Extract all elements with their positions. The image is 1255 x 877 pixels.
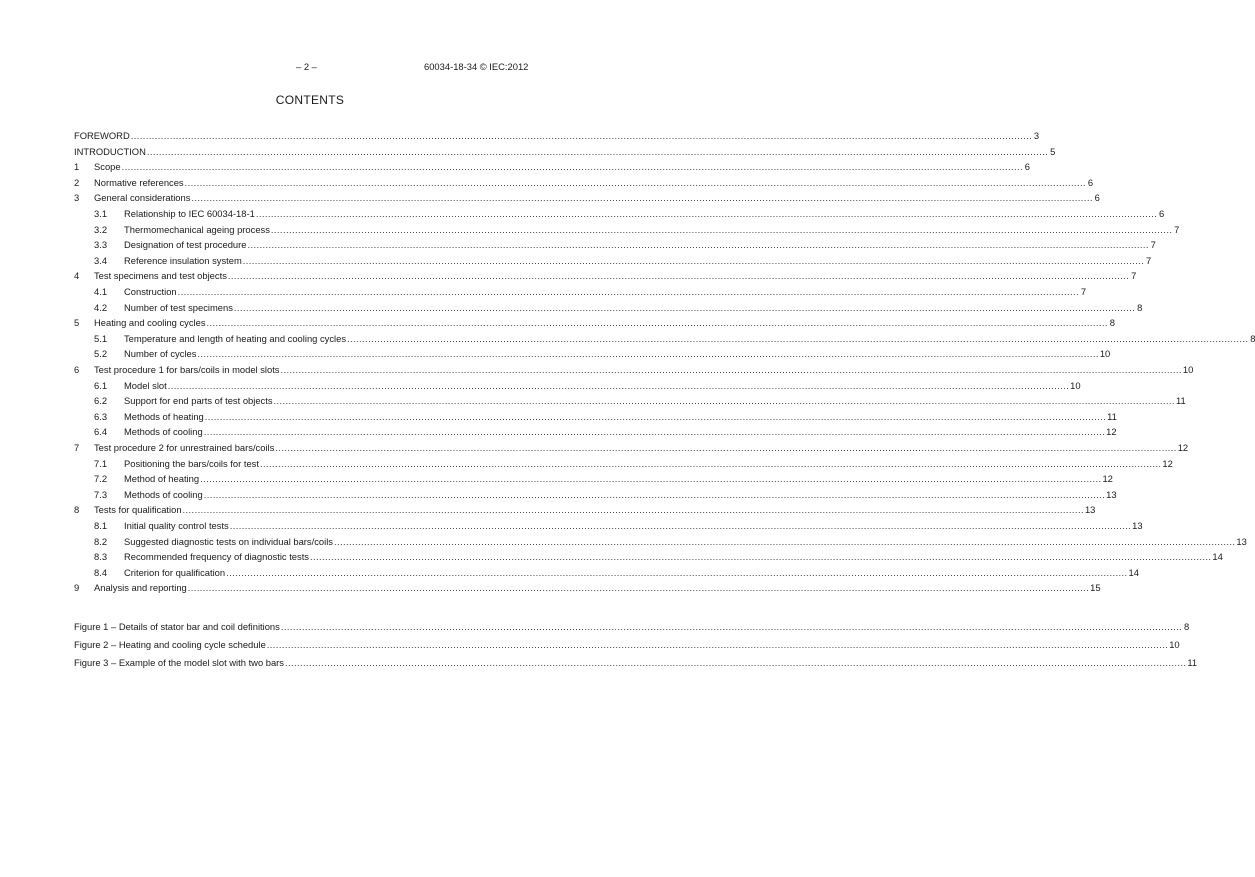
- dot-leader: ............................................................................................................................................................................................................................................................................................................: [280, 364, 1182, 375]
- toc-entry-number: 8.1: [94, 520, 108, 531]
- toc-entry-page: 5: [1050, 146, 1056, 157]
- toc-entry-page: 10: [1070, 380, 1081, 391]
- toc-entry-page: 3: [1033, 130, 1040, 141]
- document-id: 60034-18-34 © IEC:2012: [424, 61, 529, 72]
- page-header: [0, 61, 620, 73]
- toc-entry-number: 8.2: [94, 536, 108, 547]
- dot-leader: ............................................................................................................................................................................................................................................................................................................: [247, 239, 1149, 250]
- toc-entry-page: 13: [1236, 536, 1247, 547]
- toc-entry[interactable]: [74, 192, 1100, 205]
- toc-entry-page: 8: [1109, 317, 1115, 328]
- toc-entry-label: Test procedure 1 for bars/coils in model slots: [94, 364, 280, 375]
- toc-entry-number: 6.3: [94, 411, 108, 422]
- dot-leader: ............................................................................................................................................................................................................................................................................................................: [200, 473, 1102, 484]
- dot-leader: ............................................................................................................................................................................................................................................................................................................: [310, 551, 1212, 562]
- toc-entry[interactable]: [74, 130, 1040, 143]
- toc-entry[interactable]: [74, 146, 1056, 159]
- toc-entry-page: 8: [1137, 302, 1143, 313]
- toc-entry-page: 13: [1132, 520, 1143, 531]
- toc-entry-label: Initial quality control tests: [124, 520, 229, 531]
- figure-entry-page: 11: [1187, 657, 1198, 668]
- toc-entry[interactable]: [94, 302, 1143, 315]
- page-number: – 2 –: [296, 61, 317, 72]
- dot-leader: ............................................................................................................................................................................................................................................................................................................: [203, 489, 1106, 500]
- toc-entry-page: 11: [1175, 395, 1186, 406]
- toc-entry[interactable]: [74, 442, 1189, 455]
- dot-leader: ............................................................................................................................................................................................................................................................................................................: [182, 504, 1084, 515]
- toc-entry-number: 4.2: [94, 302, 108, 313]
- toc-entry-number: 8.3: [94, 551, 108, 562]
- dot-leader: ............................................................................................................................................................................................................................................................................................................: [187, 582, 1090, 593]
- toc-entry-number: 7: [74, 442, 80, 453]
- toc-entry-page: 10: [1099, 348, 1111, 359]
- dot-leader: ............................................................................................................................................................................................................................................................................................................: [191, 192, 1093, 203]
- toc-entry-label: Construction: [124, 286, 177, 297]
- toc-entry-label: Test procedure 2 for unrestrained bars/coils: [94, 442, 275, 453]
- toc-entry[interactable]: [94, 239, 1156, 252]
- dot-leader: ............................................................................................................................................................................................................................................................................................................: [275, 442, 1177, 453]
- toc-entry-page: 10: [1182, 364, 1194, 375]
- dot-leader: ............................................................................................................................................................................................................................................................................................................: [177, 286, 1080, 297]
- toc-entry-number: 9: [74, 582, 80, 593]
- dot-leader: ............................................................................................................................................................................................................................................................................................................: [347, 333, 1249, 344]
- toc-entry-page: 6: [1087, 177, 1094, 188]
- toc-entry-label: Test specimens and test objects: [94, 270, 227, 281]
- dot-leader: ............................................................................................................................................................................................................................................................................................................: [242, 255, 1145, 266]
- toc-entry-page: 14: [1128, 567, 1139, 578]
- dot-leader: ............................................................................................................................................................................................................................................................................................................: [273, 395, 1175, 406]
- toc-entry[interactable]: [74, 161, 1030, 174]
- toc-entry-number: 3.3: [94, 239, 108, 250]
- toc-entry[interactable]: [94, 411, 1117, 424]
- toc-entry-number: 7.3: [94, 489, 108, 500]
- toc-entry-page: 7: [1145, 255, 1152, 266]
- toc-entry-page: 6: [1094, 192, 1100, 203]
- toc-entry-label: General considerations: [94, 192, 191, 203]
- dot-leader: ............................................................................................................................................................................................................................................................................................................: [233, 302, 1136, 313]
- toc-entry-page: 11: [1107, 411, 1117, 422]
- toc-entry[interactable]: [94, 208, 1165, 221]
- dot-leader: ............................................................................................................................................................................................................................................................................................................: [333, 536, 1236, 547]
- toc-entry[interactable]: [74, 582, 1101, 595]
- toc-entry-number: 5.1: [94, 333, 108, 344]
- figure-entry-page: 10: [1169, 639, 1180, 650]
- dot-leader: ............................................................................................................................................................................................................................................................................................................: [285, 657, 1187, 668]
- toc-entry[interactable]: [74, 177, 1094, 190]
- dot-leader: ............................................................................................................................................................................................................................................................................................................: [227, 270, 1130, 281]
- toc-entry[interactable]: [74, 270, 1137, 283]
- dot-leader: ............................................................................................................................................................................................................................................................................................................: [226, 567, 1128, 578]
- toc-entry-label: Heating and cooling cycles: [94, 317, 206, 328]
- toc-entry-label: INTRODUCTION: [74, 146, 146, 157]
- figure-entry-label: Figure 2 – Heating and cooling cycle schedule: [74, 639, 266, 650]
- toc-entry-label: Methods of cooling: [124, 426, 203, 437]
- toc-entry-page: 7: [1131, 270, 1137, 281]
- toc-entry-number: 3: [74, 192, 80, 203]
- dot-leader: ............................................................................................................................................................................................................................................................................................................: [280, 621, 1183, 632]
- toc-entry-number: 2: [74, 177, 80, 188]
- toc-entry-label: FOREWORD: [74, 130, 130, 141]
- figure-entry-label: Figure 3 – Example of the model slot with two bars: [74, 657, 284, 668]
- toc-entry-label: Tests for qualification: [94, 504, 182, 515]
- figure-entry[interactable]: [74, 639, 1180, 652]
- toc-entry[interactable]: [94, 489, 1117, 502]
- dot-leader: ............................................................................................................................................................................................................................................................................................................: [206, 317, 1108, 328]
- toc-entry-page: 6: [1024, 161, 1030, 172]
- toc-entry-label: Relationship to IEC 60034-18-1: [124, 208, 255, 219]
- toc-entry-page: 12: [1106, 426, 1117, 437]
- toc-entry[interactable]: [74, 317, 1115, 330]
- toc-entry[interactable]: [94, 286, 1087, 299]
- toc-entry-number: 3.4: [94, 255, 108, 266]
- toc-entry-number: 3.1: [94, 208, 108, 219]
- toc-entry-page: 7: [1174, 224, 1180, 235]
- toc-entry-label: Methods of heating: [124, 411, 204, 422]
- page-title: CONTENTS: [275, 93, 345, 107]
- dot-leader: ............................................................................................................................................................................................................................................................................................................: [229, 520, 1132, 531]
- toc-entry[interactable]: [94, 536, 1247, 549]
- toc-entry-label: Method of heating: [124, 473, 200, 484]
- toc-entry[interactable]: [74, 364, 1194, 377]
- toc-entry-number: 7.1: [94, 458, 108, 469]
- dot-leader: ............................................................................................................................................................................................................................................................................................................: [167, 380, 1070, 391]
- toc-entry-number: 6.1: [94, 380, 108, 391]
- dot-leader: ............................................................................................................................................................................................................................................................................................................: [146, 146, 1049, 157]
- toc-entry-label: Designation of test procedure: [124, 239, 247, 250]
- toc-entry-page: 7: [1080, 286, 1087, 297]
- toc-entry-label: Criterion for qualification: [124, 567, 226, 578]
- toc-entry[interactable]: [94, 380, 1081, 393]
- toc-entry-label: Recommended frequency of diagnostic tests: [124, 551, 309, 562]
- toc-entry[interactable]: [94, 224, 1180, 237]
- toc-entry-page: 14: [1212, 551, 1223, 562]
- toc-entry-number: 8.4: [94, 567, 108, 578]
- figure-entry-label: Figure 1 – Details of stator bar and coil definitions: [74, 621, 280, 632]
- toc-entry-page: 13: [1084, 504, 1096, 515]
- toc-entry-number: 6.4: [94, 426, 108, 437]
- figure-entry-page: 8: [1184, 621, 1190, 632]
- toc-entry-label: Reference insulation system: [124, 255, 242, 266]
- dot-leader: ............................................................................................................................................................................................................................................................................................................: [266, 639, 1169, 650]
- toc-entry-label: Model slot: [124, 380, 167, 391]
- toc-entry[interactable]: [94, 520, 1143, 533]
- toc-entry-label: Temperature and length of heating and cooling cycles: [124, 333, 347, 344]
- toc-entry-number: 3.2: [94, 224, 108, 235]
- toc-entry-page: 6: [1159, 208, 1165, 219]
- toc-entry-number: 6.2: [94, 395, 108, 406]
- dot-leader: ............................................................................................................................................................................................................................................................................................................: [204, 411, 1107, 422]
- toc-entry-label: Methods of cooling: [124, 489, 203, 500]
- figure-entry[interactable]: [74, 657, 1198, 670]
- dot-leader: ............................................................................................................................................................................................................................................................................................................: [255, 208, 1158, 219]
- toc-entry-label: Analysis and reporting: [94, 582, 187, 593]
- toc-entry[interactable]: [94, 333, 1255, 346]
- toc-entry[interactable]: [94, 567, 1139, 580]
- toc-entry-label: Positioning the bars/coils for test: [124, 458, 259, 469]
- toc-entry-label: Scope: [94, 161, 121, 172]
- figure-entry[interactable]: [74, 621, 1190, 634]
- toc-entry-number: 4: [74, 270, 80, 281]
- toc-entry[interactable]: [94, 473, 1113, 486]
- toc-entry-number: 5: [74, 317, 80, 328]
- toc-entry[interactable]: [94, 426, 1117, 439]
- toc-entry-page: 15: [1090, 582, 1101, 593]
- toc-entry-page: 13: [1106, 489, 1117, 500]
- dot-leader: ............................................................................................................................................................................................................................................................................................................: [130, 130, 1033, 141]
- toc-entry-number: 1: [74, 161, 80, 172]
- toc-entry-page: 8: [1250, 333, 1255, 344]
- toc-entry-label: Thermomechanical ageing process: [124, 224, 270, 235]
- dot-leader: ............................................................................................................................................................................................................................................................................................................: [203, 426, 1106, 437]
- toc-entry-number: 5.2: [94, 348, 108, 359]
- toc-entry[interactable]: [94, 255, 1152, 268]
- toc-entry-page: 7: [1150, 239, 1156, 250]
- toc-entry-number: 6: [74, 364, 80, 375]
- toc-entry[interactable]: [74, 504, 1096, 517]
- dot-leader: ............................................................................................................................................................................................................................................................................................................: [259, 458, 1162, 469]
- toc-entry[interactable]: [94, 458, 1173, 471]
- toc-entry-label: Normative references: [94, 177, 184, 188]
- toc-entry-page: 12: [1102, 473, 1113, 484]
- toc-entry-label: Support for end parts of test objects: [124, 395, 273, 406]
- toc-entry-number: 8: [74, 504, 80, 515]
- toc-entry-label: Suggested diagnostic tests on individual bars/coils: [124, 536, 333, 547]
- toc-entry-page: 12: [1177, 442, 1189, 453]
- dot-leader: ............................................................................................................................................................................................................................................................................................................: [197, 348, 1099, 359]
- toc-entry-label: Number of cycles: [124, 348, 197, 359]
- dot-leader: ............................................................................................................................................................................................................................................................................................................: [270, 224, 1173, 235]
- toc-entry-label: Number of test specimens: [124, 302, 233, 313]
- toc-entry-number: 7.2: [94, 473, 108, 484]
- toc-entry[interactable]: [94, 348, 1111, 361]
- dot-leader: ............................................................................................................................................................................................................................................................................................................: [121, 161, 1023, 172]
- toc-entry-page: 12: [1162, 458, 1173, 469]
- dot-leader: ............................................................................................................................................................................................................................................................................................................: [184, 177, 1087, 188]
- toc-entry[interactable]: [94, 395, 1186, 408]
- toc-entry[interactable]: [94, 551, 1223, 564]
- toc-entry-number: 4.1: [94, 286, 108, 297]
